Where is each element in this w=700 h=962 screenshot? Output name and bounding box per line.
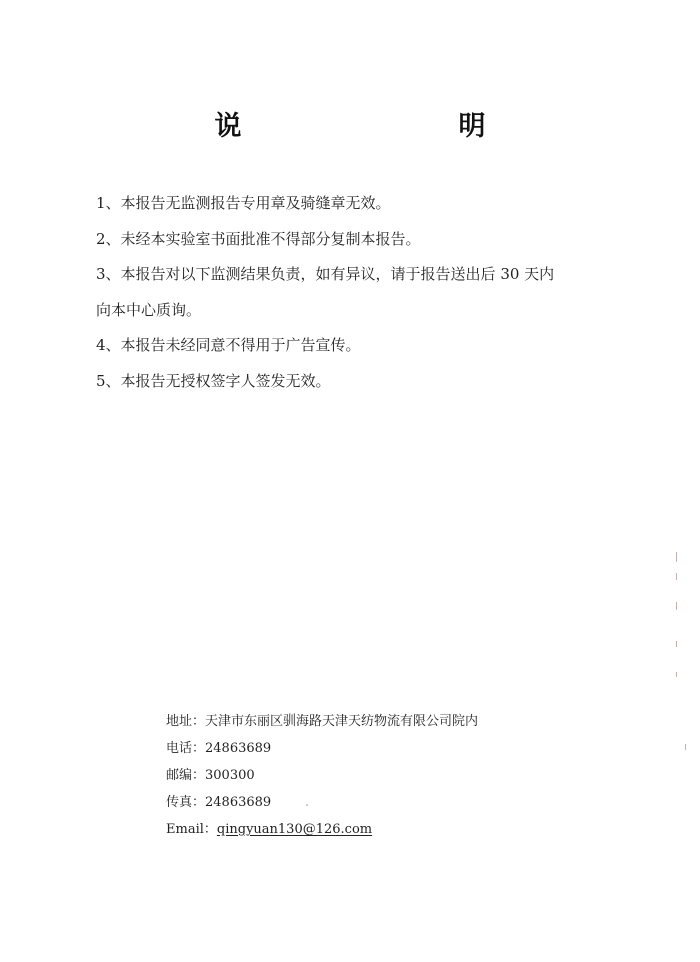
note-item-2: 2、未经本实验室书面批准不得部分复制本报告。	[96, 229, 421, 248]
address-row	[166, 708, 586, 735]
fax-label: 传真：	[166, 795, 206, 810]
note-item-4: 4、本报告未经同意不得用于广告宣传。	[96, 336, 361, 354]
address-value: 天津市东丽区驯海路天津天纺物流有限公司院内	[205, 714, 479, 729]
seal-edge-mark-3	[676, 602, 677, 610]
note-item-3: 3、本报告对以下监测结果负责，如有异议，请于报告送出后 30 天内	[96, 265, 555, 283]
seal-edge-mark-4	[676, 641, 677, 647]
email-label: Email：	[166, 822, 217, 837]
note-item-1: 1、本报告无监测报告专用章及骑缝章无效。	[96, 194, 391, 212]
seal-edge-mark-5	[676, 672, 677, 677]
email-link[interactable]: qingyuan130@126.com	[216, 822, 373, 837]
address-label: 地址：	[166, 714, 206, 729]
note-item-5: 5、本报告无授权签字人签发无效。	[96, 371, 331, 390]
postcode-label: 邮编：	[166, 768, 206, 783]
contact-block	[166, 708, 586, 843]
fax-value: 24863689	[205, 795, 272, 810]
phone-label: 电话：	[166, 741, 206, 756]
fax-row	[166, 789, 586, 816]
phone-row	[166, 735, 586, 762]
seal-edge-mark-2	[676, 573, 677, 580]
notes-list	[96, 186, 616, 399]
scan-speck	[306, 804, 308, 806]
postcode-value: 300300	[205, 768, 255, 783]
phone-value: 24863689	[205, 741, 272, 756]
seal-edge-mark-6	[685, 744, 686, 750]
seal-edge-mark-1	[676, 552, 677, 562]
note-item-3-continued: 向本中心质询。	[96, 300, 202, 319]
page-title: 说 明	[214, 111, 581, 142]
email-row	[166, 816, 586, 843]
postcode-row	[166, 762, 586, 789]
